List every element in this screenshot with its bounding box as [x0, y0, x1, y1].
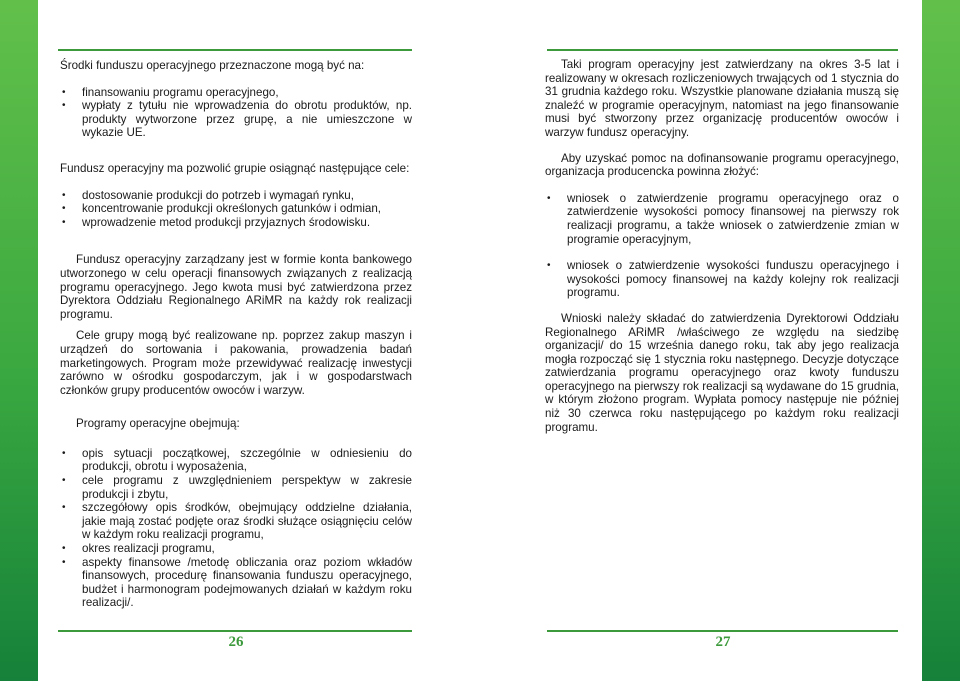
- bullet-icon: •: [62, 189, 66, 201]
- programs-list: [60, 447, 412, 610]
- bullet-icon: •: [62, 216, 66, 228]
- bullet-icon: •: [62, 86, 66, 98]
- bullet-icon: •: [62, 475, 66, 487]
- list-item: • wniosek o zatwierdzenie programu operacyjnego oraz o zatwierdzenie wysokości pomocy finansowej na pierwszy rok realizacji programu, a także wniosek o zatwierdzenie zmian w programie operacyjnym,: [547, 191, 899, 246]
- bank-account-paragraph: Fundusz operacyjny zarządzany jest w formie konta bankowego utworzonego w celu operacji finansowych związanych z realizacją programu operacyjnego. Jego kwota musi być zatwierdzona przez Dyrektora Oddziału Regionalnego ARiMR na każdy rok realizacji programu.: [60, 253, 412, 321]
- list-item: • aspekty finansowe /metodę obliczania oraz poziom wkładów finansowych, procedurę finansowania funduszu operacyjnego, budżet i harmonogram podejmowanych działań w każdym roku realizacji/.: [62, 555, 412, 610]
- list-item: • koncentrowanie produkcji określonych gatunków i odmian,: [62, 202, 382, 216]
- list-item: • cele programu z uwzględnieniem perspektyw w zakresie produkcji i zbytu,: [62, 474, 412, 501]
- list-item: • wniosek o zatwierdzenie wysokości funduszu operacyjnego i wysokości pomocy finansowej na każdy kolejny rok realizacji programu.: [547, 259, 899, 300]
- page-number-left: 26: [228, 634, 244, 650]
- approval-paragraph: Taki program operacyjny jest zatwierdzany na okres 3-5 lat i realizowany w okresach rozliczeniowych trwających od 1 stycznia do 31 grudnia każdego roku. Wszystkie planowane działania muszą się znaleźć w programie operacyjnym, natomiast na jego finansowanie musi być stworzony przez organizację producentów owoców i warzyw fundusz operacyjny.: [545, 58, 899, 139]
- left-top-rule: [58, 49, 412, 51]
- submission-paragraph: Wnioski należy składać do zatwierdzenia Dyrektorowi Oddziału Regionalnego ARiMR /właściwego ze względu na siedzibę organizacji/ do 15 września danego roku, tak aby jego realizacja mogła rozpocząć się 1 stycznia roku następnego. Decyzje dotyczące zatwierdzania programu operacyjnego oraz kwoty funduszu operacyjnego na pierwszy rok realizacji są wydawane do 15 grudnia, w którym złożono program. Wypłata pomocy następuje nie później niż 30 czerwca roku następującego po każdym roku realizacji programu.: [545, 311, 899, 434]
- programs-intro: Programy operacyjne obejmują:: [76, 417, 240, 431]
- bullet-icon: •: [62, 556, 66, 568]
- right-page-column: [545, 58, 899, 434]
- left-page-column: [60, 59, 412, 610]
- list-item: • dostosowanie produkcji do potrzeb i wymagań rynku,: [62, 188, 354, 202]
- right-top-rule: [547, 49, 898, 51]
- group-goals-paragraph: Cele grupy mogą być realizowane np. poprzez zakup maszyn i urządzeń do sortowania i pakowania, prowadzenia badań marketingowych. Program może przewidywać realizację inwestycji zarówno w ośrodku gospodarczym, jak i w gospodarstwach członków grupy producentów owoców i warzyw.: [60, 329, 412, 397]
- list-item: • opis sytuacji początkowej, szczególnie w odniesieniu do produkcji, obrotu i wyposażenia,: [62, 446, 412, 474]
- list-item: • okres realizacji programu,: [62, 542, 215, 556]
- apply-paragraph: Aby uzyskać pomoc na dofinansowanie programu operacyjnego, organizacja producencka powinna złożyć:: [545, 151, 899, 179]
- page-number-right: 27: [715, 634, 731, 650]
- goals-intro: Fundusz operacyjny ma pozwolić grupie osiągnąć następujące cele:: [60, 161, 410, 175]
- list-item: • wypłaty z tytułu nie wprowadzenia do obrotu produktów, np. produkty wytworzone przez grupę, a nie umieszczone w wykazie UE.: [62, 99, 412, 140]
- bullet-icon: •: [62, 543, 66, 555]
- right-page-edge-band: [922, 0, 960, 681]
- right-bottom-rule: [547, 630, 898, 632]
- left-bottom-rule: [58, 630, 412, 632]
- bullet-icon: •: [62, 447, 66, 459]
- bullet-icon: •: [62, 100, 66, 112]
- list-item: • wprowadzenie metod produkcji przyjaznych środowisku.: [62, 215, 371, 229]
- bullet-icon: •: [62, 502, 66, 514]
- funds-list: [60, 86, 412, 140]
- list-item: • szczegółowy opis środków, obejmujący oddzielne działania, jakie mają zostać podjęte oraz środki służące osiągnięciu celów w każdym roku realizacji programu,: [62, 501, 412, 542]
- goals-list: [60, 189, 412, 230]
- bullet-icon: •: [547, 260, 551, 272]
- bullet-icon: •: [62, 203, 66, 215]
- funds-intro: Środki funduszu operacyjnego przeznaczone mogą być na:: [60, 59, 365, 72]
- bullet-icon: •: [547, 192, 551, 204]
- list-item: • finansowaniu programu operacyjnego,: [62, 85, 279, 99]
- apply-list: [545, 192, 899, 300]
- left-page-edge-band: [0, 0, 38, 681]
